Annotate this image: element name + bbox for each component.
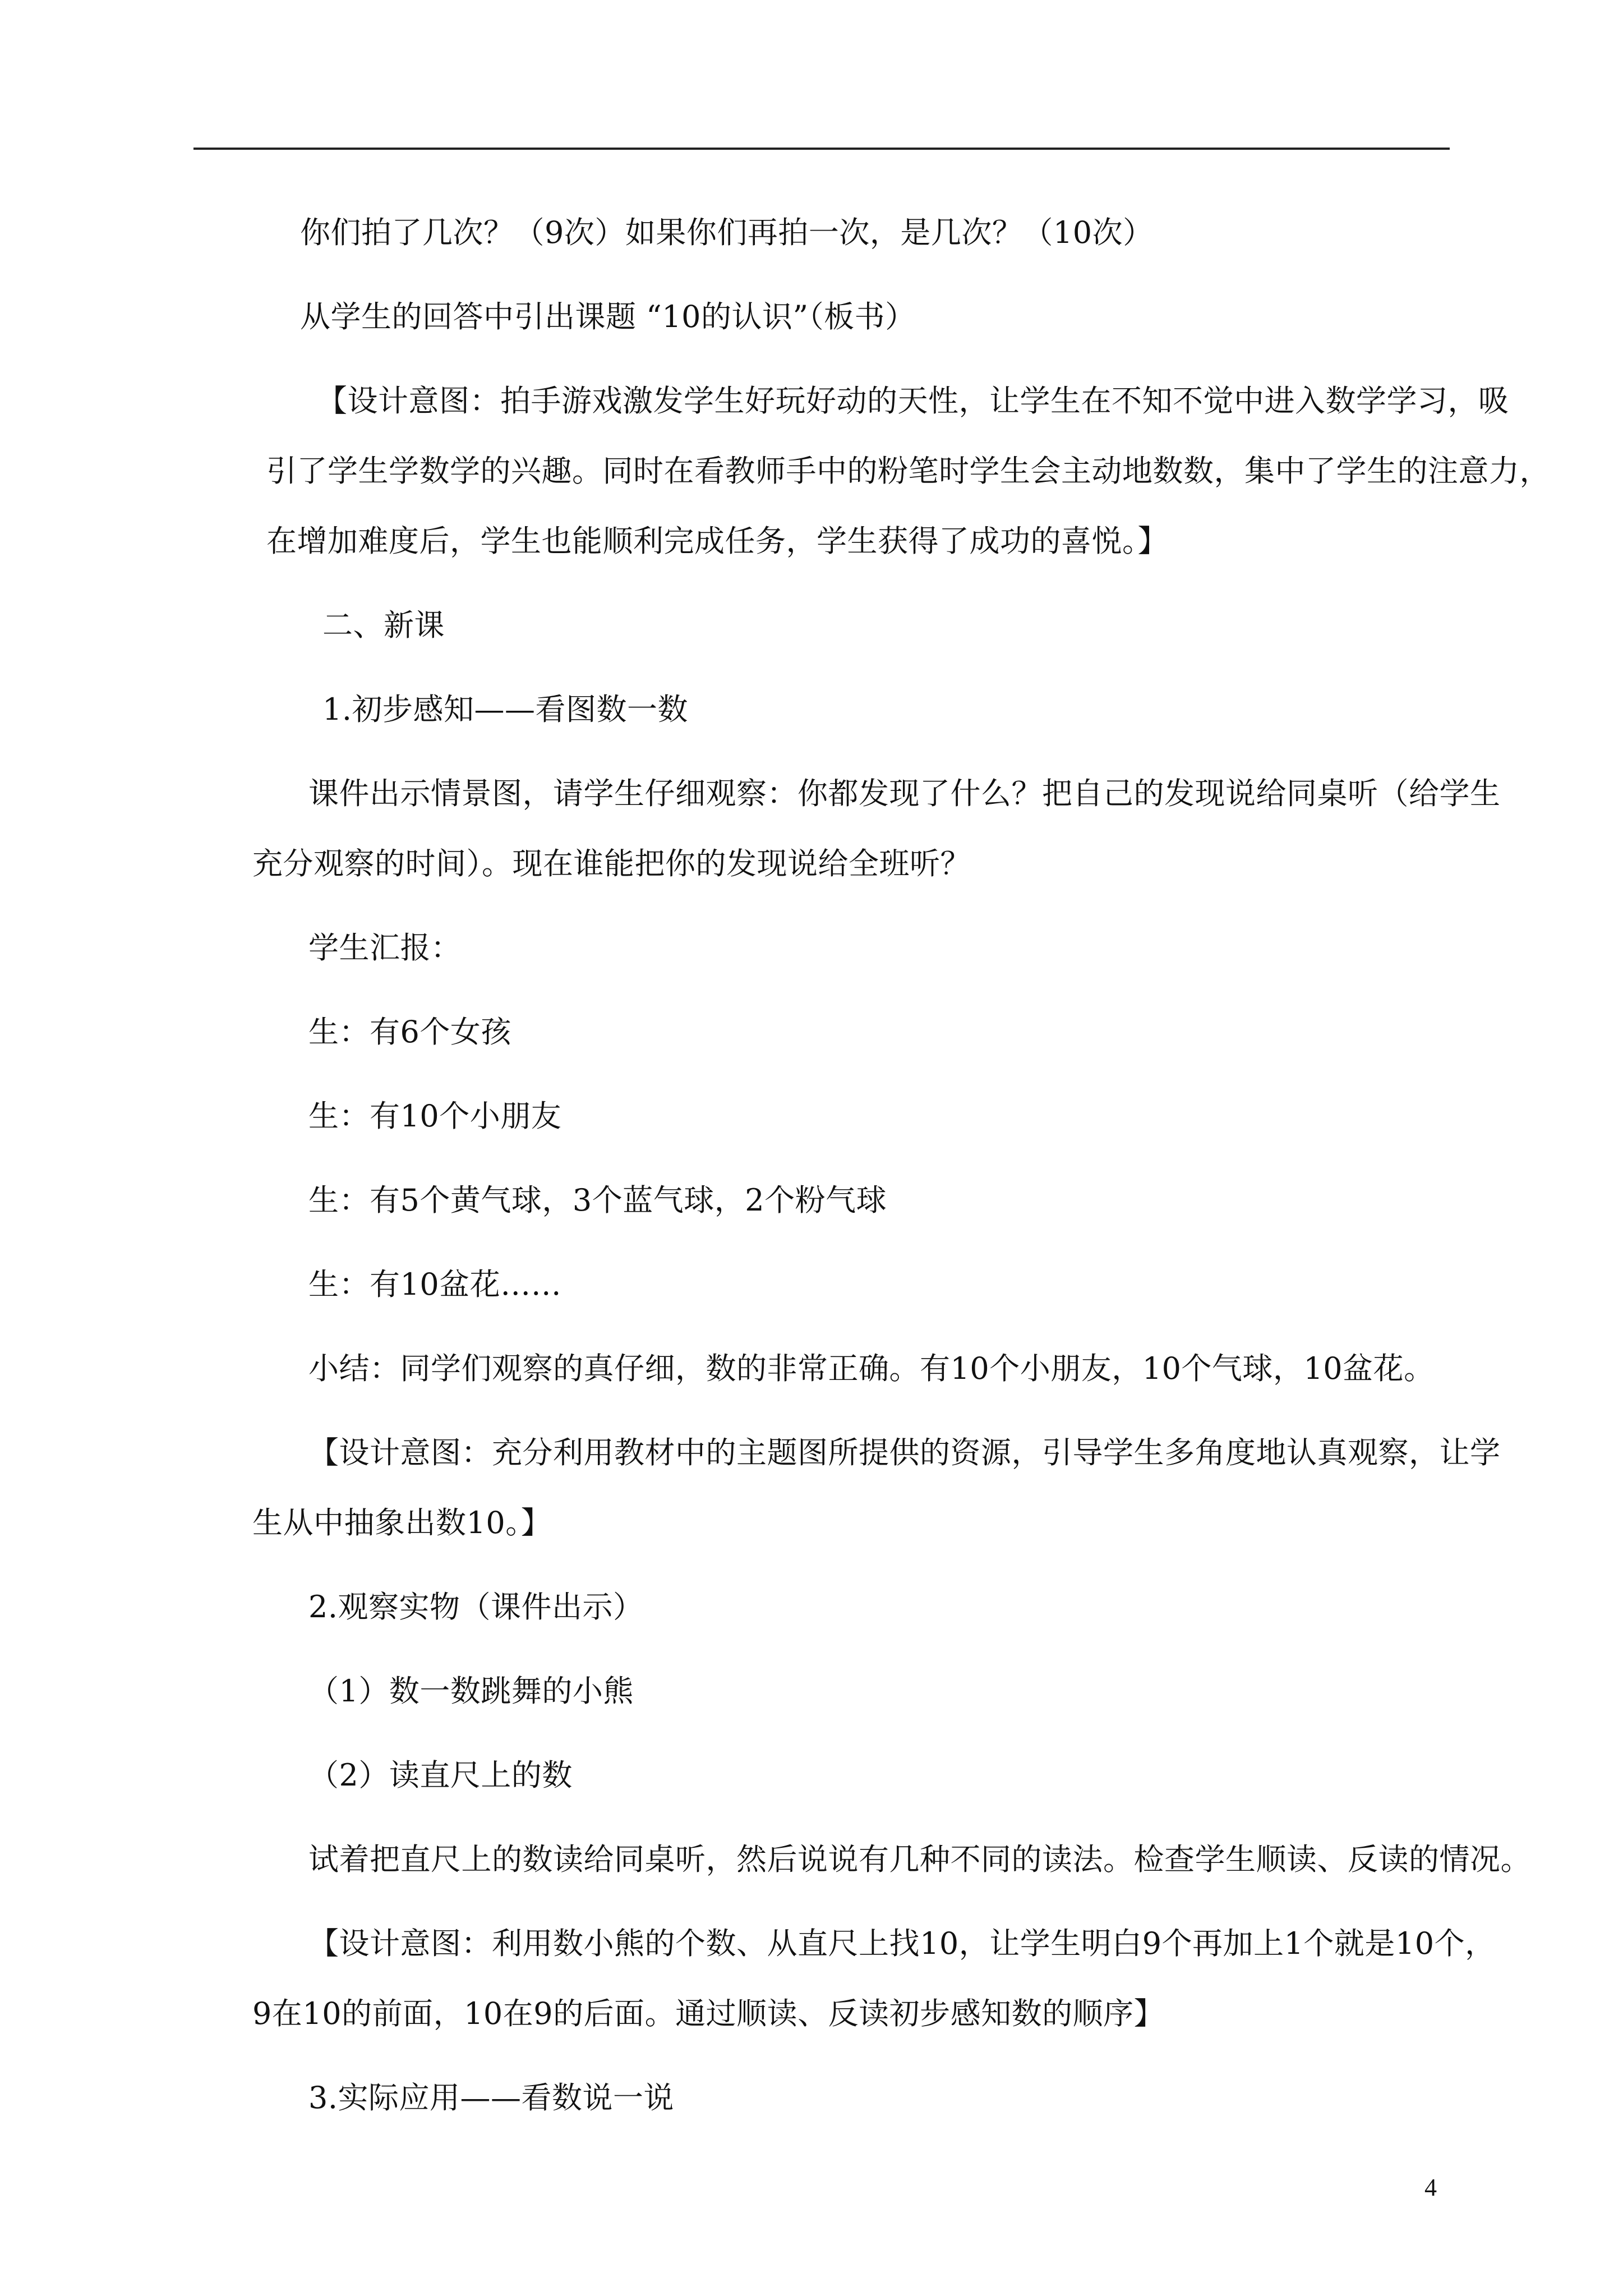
text-line: 试着把直尺上的数读给同桌听，然后说说有几种不同的读法。检查学生顺读、反读的情况。 [308,1842,1531,1877]
text-line: 课件出示情景图，请学生仔细观察：你都发现了什么？把自己的发现说给同桌听（给学生 [308,776,1501,811]
text-line: 生：有5个黄气球，3个蓝气球，2个粉气球 [308,1182,887,1218]
design-intent-line: 【设计意图：充分利用教材中的主题图所提供的资源，引导学生多角度地认真观察，让学 [308,1435,1501,1470]
text-line: 生：有10个小朋友 [308,1098,562,1134]
subsection-heading: 1.初步感知——看图数一数 [322,692,689,727]
design-intent-line: 【设计意图：利用数小熊的个数、从直尺上找10，让学生明白9个再加上1个就是10个， [308,1926,1496,1961]
design-intent-line: 引了学生学数学的兴趣。同时在看教师手中的粉笔时学生会主动地数数，集中了学生的注意力， [266,453,1550,489]
text-line: 充分观察的时间）。现在谁能把你的发现说给全班听？ [252,846,971,881]
design-intent-line: 生从中抽象出数10。】 [252,1505,552,1540]
subsection-heading: 2.观察实物（课件出示） [308,1589,644,1625]
text-line: 生：有6个女孩 [308,1014,511,1050]
text-line: 从学生的回答中引出课题 “10的认识”（板书） [300,299,916,334]
subsection-heading: 3.实际应用——看数说一说 [308,2080,675,2115]
section-heading: 二、新课 [322,608,445,643]
design-intent-line: 【设计意图：拍手游戏激发学生好玩好动的天性，让学生在不知不觉中进入数学学习，吸 [317,383,1509,418]
text-line: （1）数一数跳舞的小熊 [308,1673,634,1709]
design-intent-line: 在增加难度后，学生也能顺利完成任务，学生获得了成功的喜悦。】 [266,523,1168,559]
text-line: （2）读直尺上的数 [308,1757,573,1793]
text-line: 学生汇报： [308,930,462,965]
text-line: 你们拍了几次？（9次）如果你们再拍一次，是几次？（10次） [300,215,1154,250]
header-rule [193,148,1450,150]
text-line: 生：有10盆花…… [308,1267,562,1302]
text-line: 小结：同学们观察的真仔细，数的非常正确。有10个小朋友，10个气球，10盆花。 [308,1351,1435,1386]
design-intent-line: 9在10的前面，10在9的后面。通过顺读、反读初步感知数的顺序】 [252,1996,1165,2031]
page-number: 4 [1424,2174,1437,2201]
